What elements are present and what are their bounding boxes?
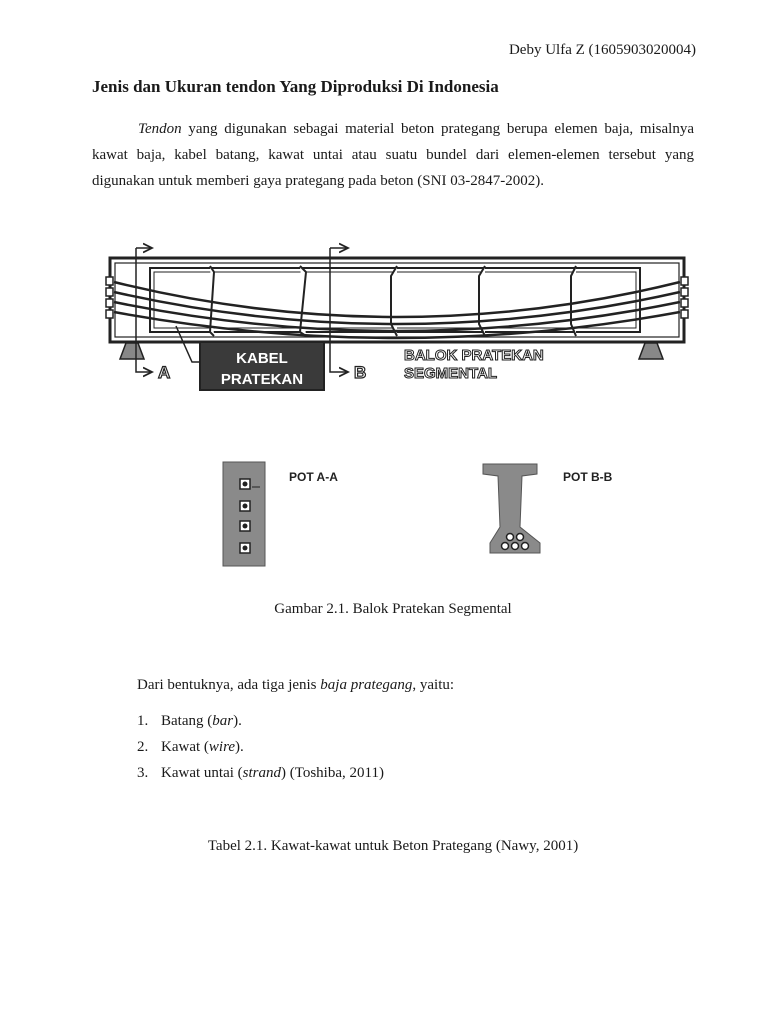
figure-caption: Gambar 2.1. Balok Pratekan Segmental [274, 601, 512, 617]
table-caption: Tabel 2.1. Kawat-kawat untuk Beton Prategang (Nawy, 2001) [207, 838, 579, 854]
cable-label-line1: KABEL [236, 350, 288, 367]
page-header-author: Deby Ulfa Z (1605903020004) [508, 42, 696, 58]
segmental-beam-figure [92, 232, 704, 402]
term-tendon: Tendon [138, 121, 182, 137]
label-cut-b: B [354, 363, 367, 382]
section-aa-label: POT A-A [289, 470, 338, 484]
paragraph-text: yang digunakan sebagai material beton prategang berupa elemen baja, misalnya kawat baja, kabel batang, kawat untai atau suatu bundel dari elemen-elemen tersebut yang digunakan untuk memberi gaya prategang pada beton (SNI 03-2847-2002). [92, 121, 694, 189]
body-paragraph [92, 116, 694, 194]
list-intro: Dari bentuknya, ada tiga jenis baja prategang, yaitu: [137, 677, 455, 693]
beam-label-line2: SEGMENTAL [404, 365, 498, 382]
section-bb-label: POT B-B [563, 470, 613, 484]
cable-label-line2: PRATEKAN [220, 371, 304, 388]
prestress-steel-list [137, 712, 384, 790]
section-views-figure [92, 455, 704, 575]
section-aa-drawing [223, 462, 265, 566]
right-support [639, 343, 663, 359]
section-title: Jenis dan Ukuran tendon Yang Diproduksi Di Indonesia [92, 77, 499, 96]
beam-label-line1: BALOK PRATEKAN [404, 347, 544, 364]
list-item: 2. Kawat (wire). [137, 739, 244, 755]
list-item: 1. Batang (bar). [137, 713, 242, 729]
list-item: 3. Kawat untai (strand) (Toshiba, 2011) [137, 765, 384, 781]
label-cut-a: A [158, 363, 171, 382]
section-cut-b [330, 248, 348, 372]
term-baja-prategang: baja prategang [320, 677, 413, 693]
left-support [120, 343, 144, 359]
